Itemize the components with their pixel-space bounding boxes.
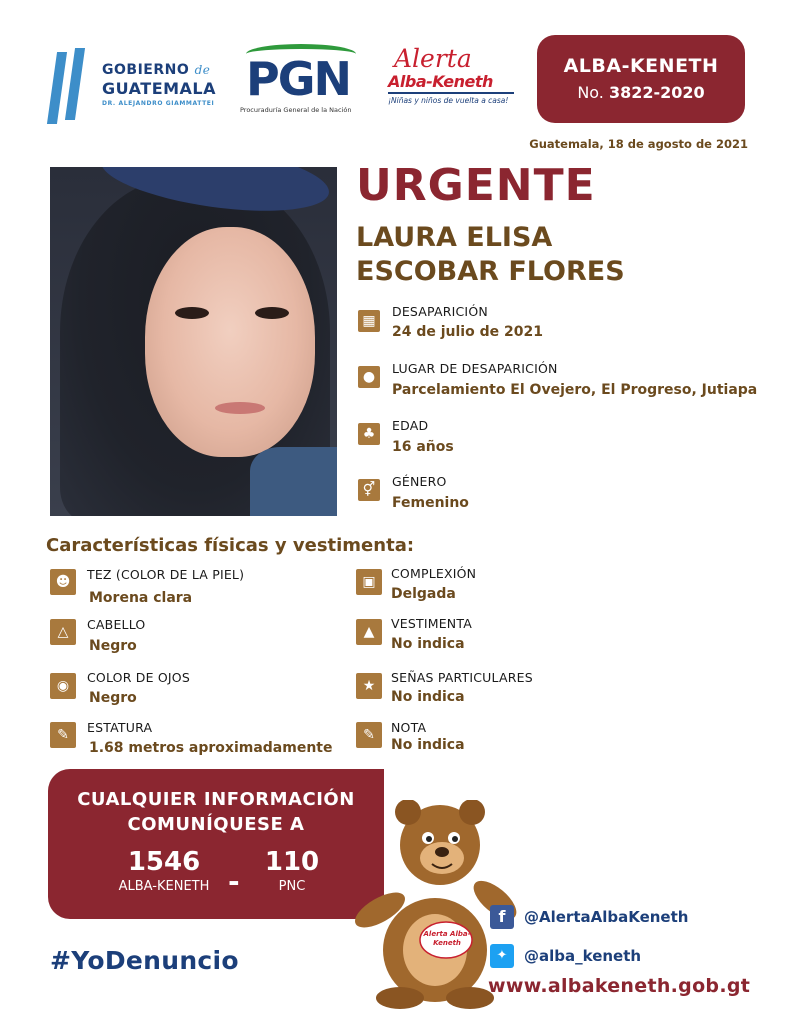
pgn-logo [236,44,376,116]
cake-icon: ♣ [358,423,380,445]
gobierno-bars-icon [48,48,92,126]
hashtag: #YoDenuncio [50,946,239,975]
tez-label: TEZ (COLOR DE LA PIEL) [87,567,245,582]
note-edit-icon: ✎ [356,722,382,748]
cabello-label: CABELLO [87,617,146,632]
case-number-box [537,35,745,123]
ojos-label: COLOR DE OJOS [87,670,190,685]
desaparicion-value: 24 de julio de 2021 [392,324,543,340]
edad-value: 16 años [392,439,454,455]
phone-separator: - [228,865,240,898]
contact-line2: COMUNÍQUESE A [127,814,305,835]
case-title: ALBA-KENETH [563,55,719,77]
alerta-tagline: ¡Niñas y niños de vuelta a casa! [388,96,509,105]
gobierno-line1: GOBIERNO [102,62,190,78]
twitter-handle[interactable]: @alba_keneth [524,947,642,965]
shirt-icon: ▲ [356,619,382,645]
contact-box [48,769,384,919]
phone-pnc[interactable]: 110 [264,847,320,877]
gobierno-line2: GUATEMALA [102,79,216,98]
tez-value: Morena clara [89,590,193,606]
desaparicion-label: DESAPARICIÓN [392,304,488,319]
characteristics-title: Características físicas y vestimenta: [46,535,415,556]
ruler-icon: ✎ [50,722,76,748]
pgn-subtitle: Procuraduría General de la Nación [240,106,352,114]
edad-label: EDAD [392,418,429,433]
facebook-handle[interactable]: @AlertaAlbaKeneth [524,908,689,926]
phone-alba-keneth[interactable]: 1546 [127,847,201,877]
alerta-underline [388,92,514,94]
gobierno-de: de [194,63,211,77]
lugar-label: LUGAR DE DESAPARICIÓN [392,361,558,376]
issue-date: Guatemala, 18 de agosto de 2021 [529,137,748,151]
alerta-name: Alba-Keneth [388,72,493,91]
calendar-icon: ▦ [358,310,380,332]
bear-badge-text: Alerta Alba-Keneth [423,930,471,947]
phone-pnc-label: PNC [278,879,306,894]
eye-icon: ◉ [50,673,76,699]
facebook-icon[interactable]: f [490,905,514,929]
complexion-value: Delgada [391,586,456,602]
gobierno-guatemala-logo [48,48,228,128]
hair-icon: △ [50,619,76,645]
senas-label: SEÑAS PARTICULARES [391,670,533,685]
alerta-title: Alerta [394,44,472,73]
website-link[interactable]: www.albakeneth.gob.gt [488,975,751,997]
contact-line1: CUALQUIER INFORMACIÓN [77,789,355,810]
estatura-label: ESTATURA [87,720,153,735]
face-profile-icon: ☻ [50,569,76,595]
vestimenta-value: No indica [391,636,465,652]
ojos-value: Negro [89,690,137,706]
pgn-letters: PGN [246,52,350,106]
missing-person-photo [50,167,337,516]
star-icon: ★ [356,673,382,699]
gender-icon: ⚥ [358,479,380,501]
alerta-alba-keneth-logo [388,44,518,114]
person-name-line1: LAURA ELISA [356,222,553,253]
lugar-value: Parcelamiento El Ovejero, El Progreso, Jutiapa [392,382,758,398]
genero-label: GÉNERO [392,474,447,489]
nota-value: No indica [391,737,465,753]
cabello-value: Negro [89,638,137,654]
case-number: 3822-2020 [608,83,705,102]
phone-alba-keneth-label: ALBA-KENETH [118,879,210,894]
gobierno-line3: DR. ALEJANDRO GIAMMATTEI [102,100,215,107]
urgency-heading: URGENTE [356,160,596,211]
vestimenta-label: VESTIMENTA [391,616,472,631]
person-name-line2: ESCOBAR FLORES [356,256,625,287]
scale-icon: ▣ [356,569,382,595]
nota-label: NOTA [391,720,427,735]
location-pin-icon: ● [358,366,380,388]
complexion-label: COMPLEXIÓN [391,566,477,581]
estatura-value: 1.68 metros aproximadamente [89,740,333,756]
genero-value: Femenino [392,495,469,511]
case-prefix: No. [577,83,604,102]
twitter-icon[interactable]: ✦ [490,944,514,968]
senas-value: No indica [391,689,465,705]
